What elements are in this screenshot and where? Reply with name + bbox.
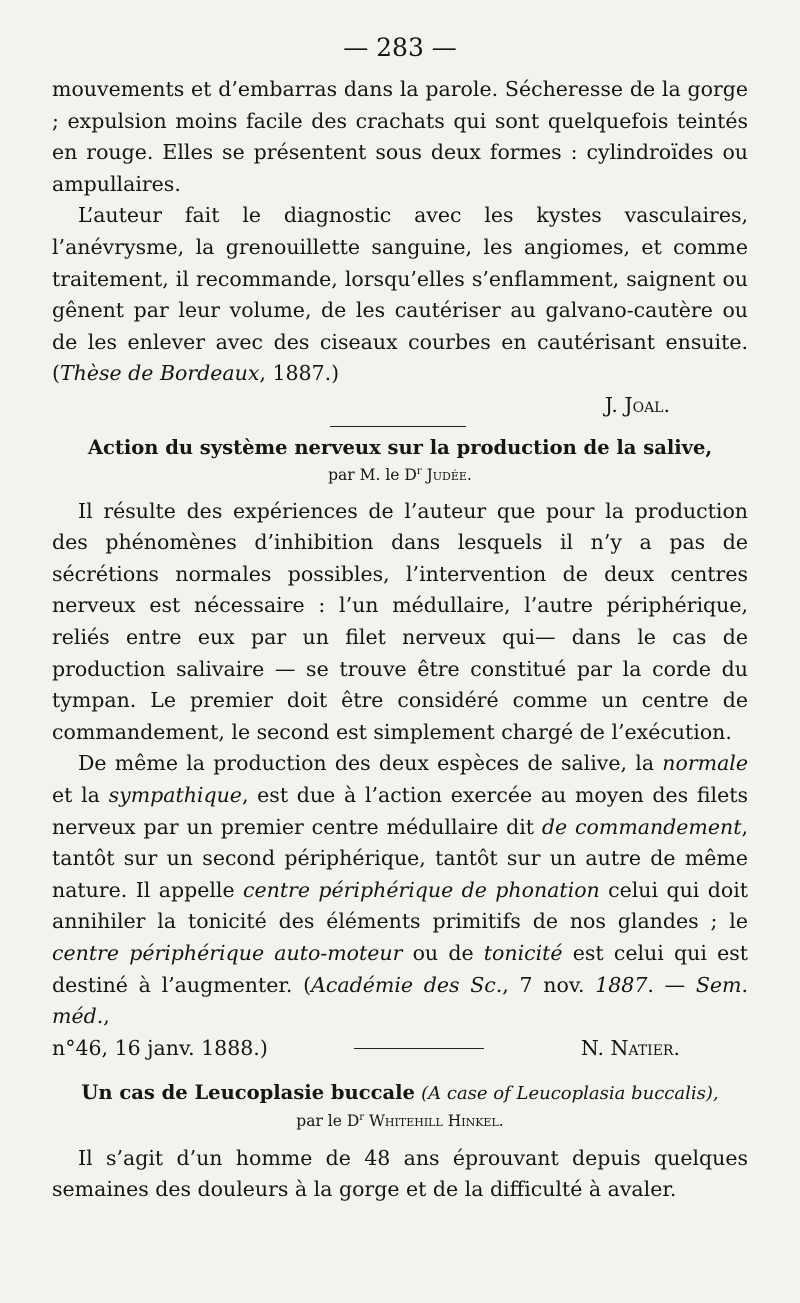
paragraph-case: Il s’agit d’un homme de 48 ans éprouvant depuis quelques semaines des douleurs à la gorge et de la difficulté à avaler. [52, 1145, 748, 1202]
article-byline [52, 1107, 748, 1132]
italic-run: sympathique [108, 783, 242, 808]
text-run: , est due à l’action exercée au moyen des filets nerveux par un premier centre médullaire dit [52, 783, 748, 839]
text-run: et la [52, 783, 109, 808]
italic-run: centre périphérique auto-moteur [52, 941, 403, 965]
article-title: Action du système nerveux sur la production de la salive, [87, 435, 713, 459]
text-run: celui qui doit annihiler la tonicité des éléments primitifs de nos glandes ; le [52, 877, 748, 934]
byline-author: Judée. [426, 465, 472, 484]
text-run: est celui qui est destiné à l’augmenter. ( [52, 941, 748, 997]
byline-prefix: par le D [296, 1112, 360, 1131]
page-number: — 283 — [343, 33, 457, 62]
author-signature: N. Natier. [580, 1035, 680, 1060]
paragraph-continuation: mouvements et d’embarras dans la parole. Sécheresse de la gorge ; expulsion moins facile des crachats qui sont quelquefois teintés en rouge. Elles se présentent sous deux formes : cylindroïdes ou ampullaires. [52, 77, 748, 196]
article-title [52, 1080, 748, 1107]
text-run: , [103, 1004, 110, 1029]
byline-author: Whitehill Hinkel. [369, 1112, 504, 1131]
text-run: ou de [402, 941, 484, 965]
article-byline [52, 461, 748, 486]
text-run: . — [647, 972, 696, 997]
italic-run: Académie des Sc. [311, 972, 503, 997]
citation-year: , 1887.) [259, 361, 340, 386]
italic-run: Sem. méd. [52, 972, 748, 1029]
paragraph-results: Il résulte des expériences de l’auteur que pour la production des phénomènes d’inhibition dans lesquels il n’y a pas de sécrétions normales possibles, l’intervention de deux centres nerveux est nécessaire : l’un médullaire, l’autre périphérique, reliés entre eux par un filet nerveux qui— dans le cas de production salivaire — se trouve être constitué par la corde du tympan. Le premier doit être considéré comme un centre de commandement, le second est simplement chargé de l’exécution. [52, 498, 748, 744]
italic-run: tonicité [483, 941, 563, 965]
paragraph-diagnostic [52, 200, 748, 390]
text-run: , tantôt sur un second périphérique, tantôt sur un autre de même nature. Il appelle [52, 814, 748, 902]
byline-sup: r [416, 465, 422, 477]
italic-run: 1887 [595, 972, 648, 997]
reference-date: n°46, 16 janv. 1888.) [52, 1035, 268, 1060]
reference-line [52, 1033, 748, 1065]
citation-thesis: Thèse de Bordeaux [60, 361, 260, 386]
section-divider [330, 426, 466, 427]
paragraph-salive [52, 748, 748, 1032]
italic-run: centre périphérique de phonation [243, 877, 600, 902]
text-run: , 7 nov. [502, 972, 596, 997]
title-italic: (A case of Leucoplasia buccalis), [421, 1083, 719, 1105]
byline-sup: r [359, 1112, 365, 1124]
title-bold: Un cas de Leucoplasie buccale [81, 1081, 415, 1105]
document-page [52, 28, 748, 1206]
author-signature: J. Joal. [604, 392, 670, 417]
italic-run: normale [662, 751, 748, 776]
paragraph-text: L’auteur fait le diagnostic avec les kystes vasculaires, l’anévrysme, la grenouillette sanguine, les angiomes, et comme traitement, il recommande, lorsqu’elles s’enflamment, saignent ou gênent par leur volume, de les cautériser au galvano-cautère ou de les enlever avec des ciseaux courbes en cautérisant ensuite. ( [52, 203, 748, 386]
italic-run: de commandement [541, 814, 742, 839]
section-divider [354, 1048, 484, 1049]
byline-prefix: par M. le D [328, 465, 417, 484]
text-run: De même la production des deux espèces de salive, la [78, 751, 663, 776]
